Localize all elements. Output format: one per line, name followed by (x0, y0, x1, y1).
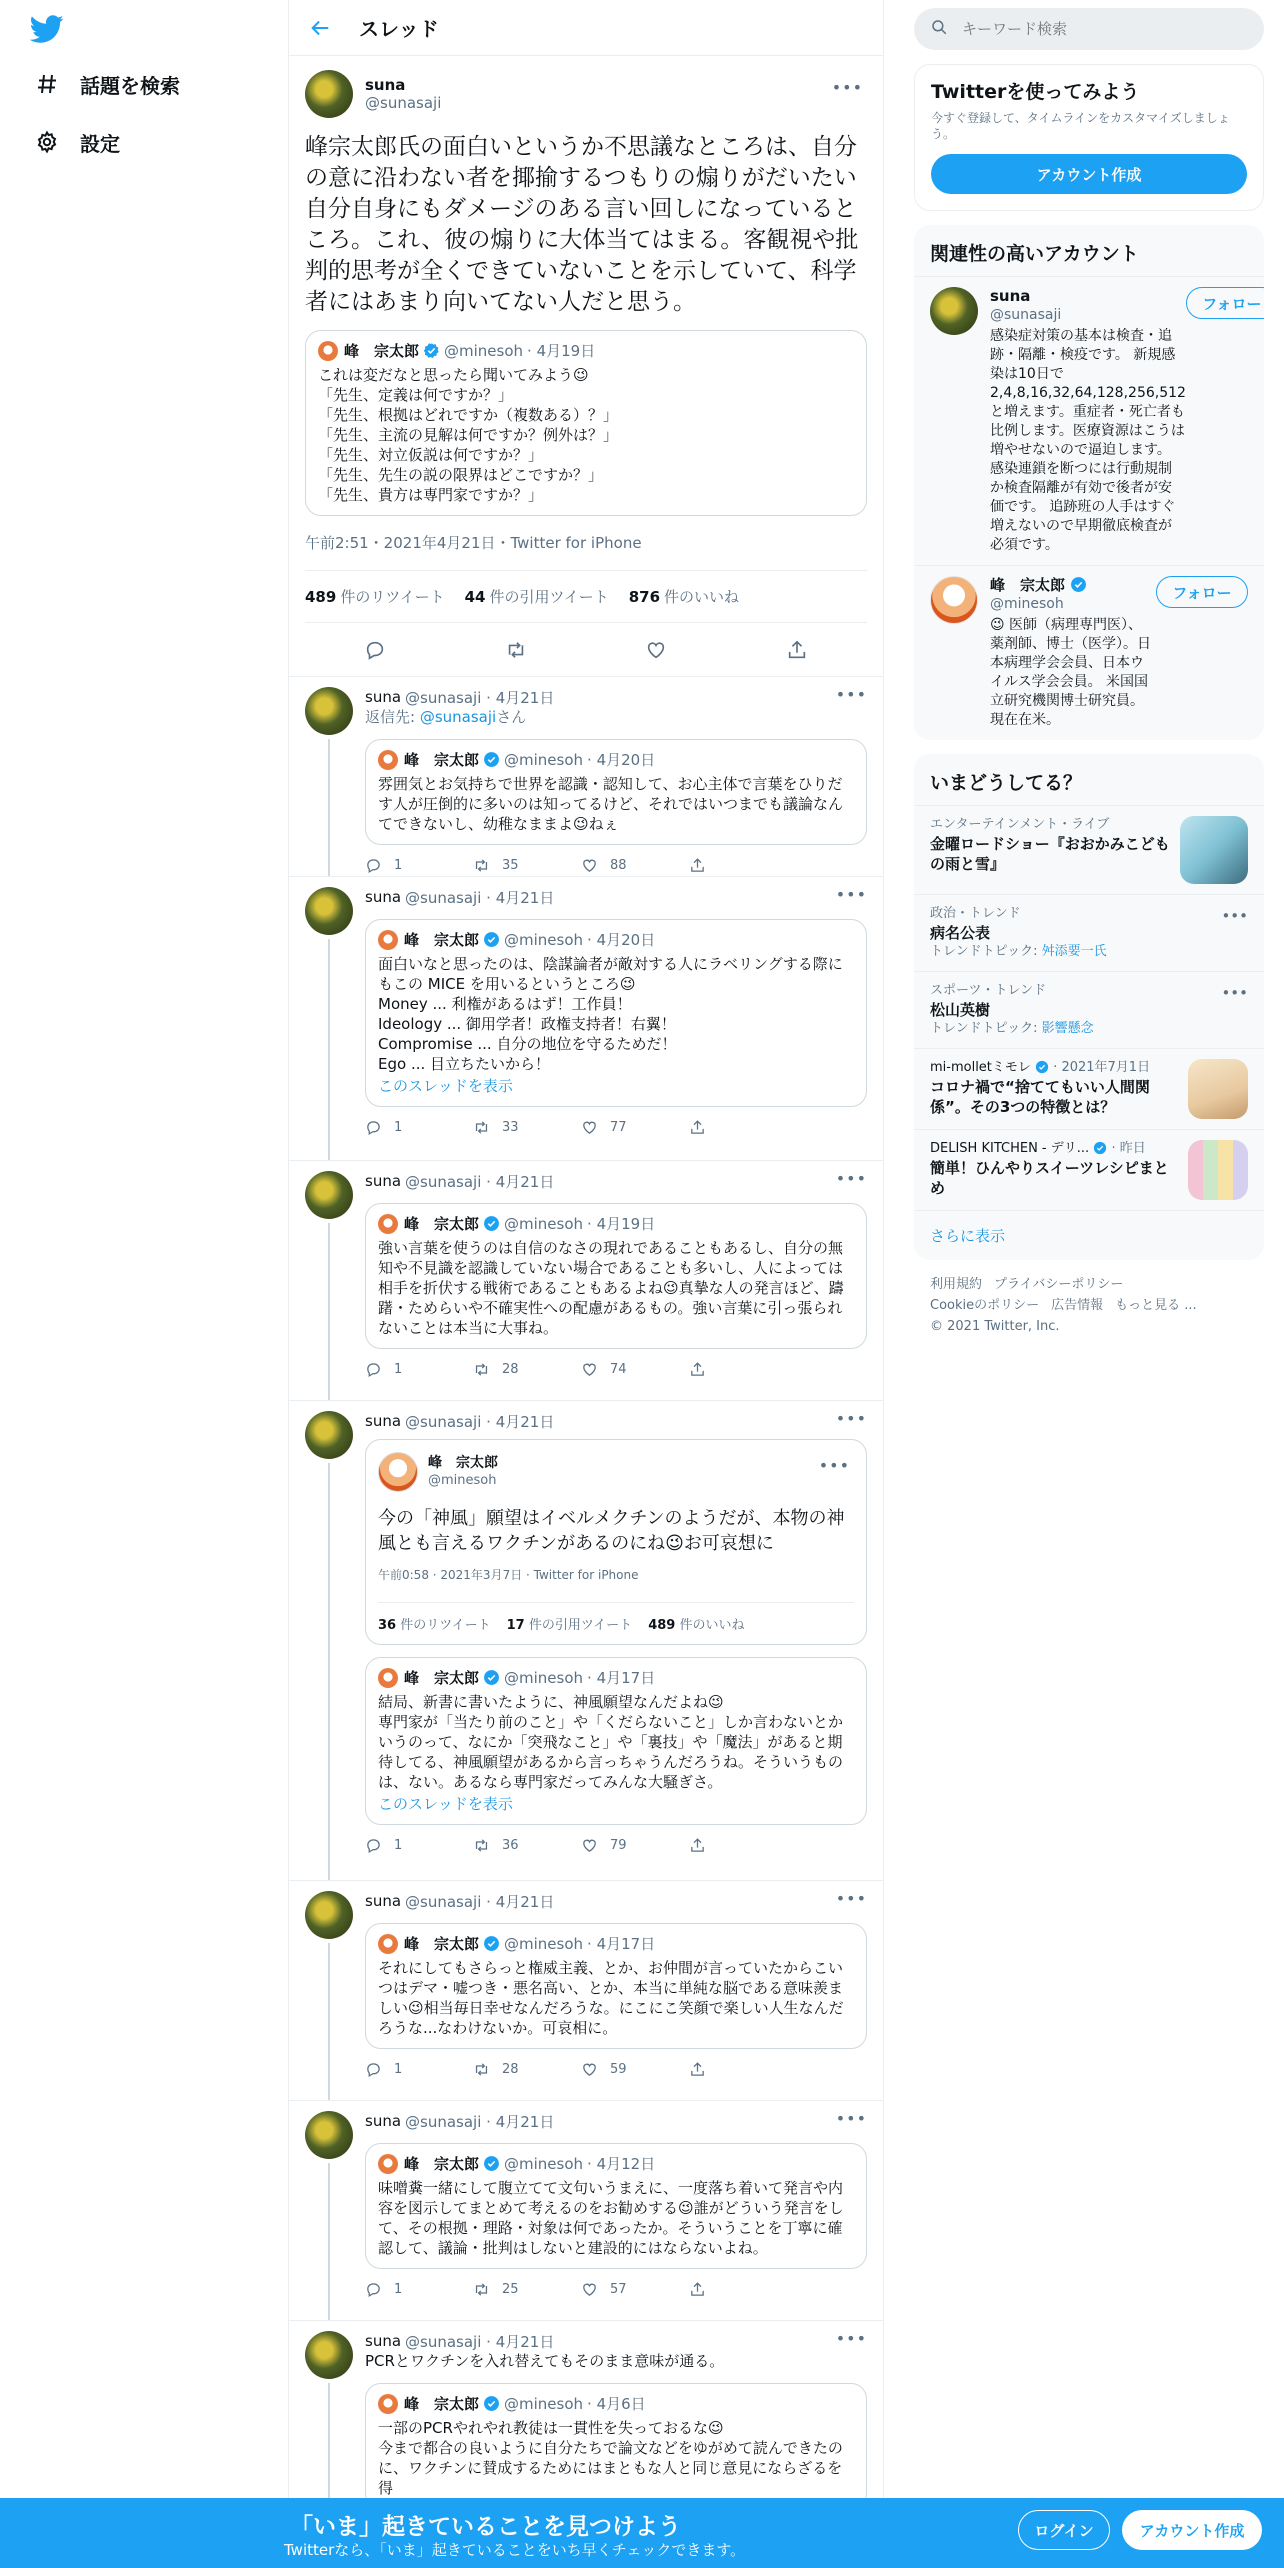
thread-line (328, 1943, 330, 2100)
page-title: スレッド (359, 17, 439, 41)
related-account[interactable] (914, 276, 1264, 565)
account-name-row[interactable] (990, 576, 1156, 595)
quoted-handle: @minesoh (504, 1935, 584, 1953)
trend-thumbnail (1180, 816, 1248, 884)
like-action[interactable]: 79 (581, 1837, 689, 1854)
verified-icon (483, 1934, 500, 1954)
trend-subtopic: トレンドトピック: 影響懸念 (930, 1021, 1094, 1036)
more-icon[interactable]: ••• (831, 78, 863, 97)
footer-link[interactable]: Cookieのポリシー (930, 1298, 1040, 1313)
verified-icon (483, 930, 500, 950)
share-action[interactable] (689, 1119, 797, 1136)
verified-icon (483, 1668, 500, 1688)
retweets-stat[interactable]: 489 件のリツイート (305, 588, 445, 606)
tweet-actions (365, 1349, 867, 1389)
quoted-date: · 4月20日 (587, 751, 656, 769)
quoted-avatar (378, 2154, 398, 2174)
more-icon[interactable]: ••• (1221, 984, 1248, 1002)
main-tweet (289, 56, 883, 677)
embedded-avatar[interactable] (378, 1452, 418, 1492)
verified-icon (483, 750, 500, 770)
like-action[interactable]: 59 (581, 2061, 689, 2078)
quoted-text: 一部のPCRやれやれ教徒は一貫性を失っておるな😉 今まで都合の良いように自分たちで論文などをゆがめて読んできたのに、ワクチンに賛成するためにはまともな人と同じ意見にならざるを得 (378, 2419, 843, 2497)
show-thread-link[interactable]: このスレッドを表示 (378, 1077, 513, 1095)
footer-link[interactable]: 利用規約 (930, 1277, 983, 1292)
share-icon (689, 2281, 706, 2298)
retweet-icon (473, 1361, 490, 1378)
signup-description: 今すぐ登録して、タイムラインをカスタマイズしましょう。 (931, 111, 1230, 141)
quoted-text: 面白いなと思ったのは、陰謀論者が敵対する人にラベリングする際にもこの MICE を用いるというところ😉 Money ... 利権があるはず！工作員！ Ideology ... 御用学者！政権支持者！右翼！ Compromise ... 自分の地位を守るためだ！ Ego ... 目立ちたいから！ (378, 955, 843, 1073)
account-handle[interactable]: @sunasaji (990, 307, 1062, 323)
thread-line (328, 1463, 330, 1880)
retweet-icon (473, 2061, 490, 2078)
quoted-name: 峰 宗太郎 (404, 1215, 480, 1233)
avatar[interactable] (930, 576, 978, 624)
quoted-avatar (378, 930, 398, 950)
more-icon[interactable]: ••• (1221, 907, 1248, 925)
trend-title: コロナ禍で“捨ててもいい人間関係”。その3つの特徴とは？ (930, 1078, 1150, 1116)
quoted-date: · 4月17日 (587, 1669, 656, 1687)
reply-tweet[interactable] (289, 2101, 883, 2321)
show-thread-link[interactable]: このスレッドを表示 (378, 1795, 513, 1813)
quoted-name: 峰 宗太郎 (404, 751, 480, 769)
share-action[interactable] (689, 2281, 797, 2298)
footer-link[interactable]: プライバシーポリシー (994, 1277, 1124, 1292)
verified-icon (483, 2394, 500, 2414)
tweet-meta[interactable]: @sunasaji · 4月21日 (405, 888, 555, 907)
quoted-text: 結局、新書に書いたように、神風願望なんだよね😉 専門家が「当たり前のこと」や「くだらないこと」しか言わないとかいうのって、なにか「突飛なこと」や「裏技」や「魔法」があると期待してる、神風願望があるから言っちゃうんだろうね。そういうものは、ない。あるなら専門家だってみんな大騒ぎさ。 (378, 1693, 844, 1791)
tweet-meta[interactable]: @sunasaji · 4月21日 (405, 1892, 555, 1911)
author-name[interactable]: suna (365, 1412, 402, 1430)
trend-item[interactable] (914, 1129, 1264, 1210)
reply-tweet[interactable] (289, 1161, 883, 1401)
nav-explore[interactable] (34, 64, 180, 104)
show-more-link[interactable]: さらに表示 (914, 1210, 1264, 1260)
trend-title: 金曜ロードショー『おおかみこどもの雨と雪』 (930, 835, 1170, 873)
back-arrow-icon[interactable] (305, 13, 335, 43)
tweet-actions (365, 2269, 867, 2309)
nav-settings-label: 設定 (80, 131, 120, 156)
quoted-date: · 4月6日 (587, 2395, 646, 2413)
embedded-name[interactable]: 峰 宗太郎 (428, 1455, 498, 1471)
reply-action[interactable]: 1 (365, 857, 473, 874)
quoted-handle: @minesoh (504, 2155, 584, 2173)
follow-button[interactable]: フォロー (1186, 287, 1264, 319)
trend-thumbnail (1188, 1059, 1248, 1119)
copyright: © 2021 Twitter, Inc. (930, 1319, 1060, 1334)
quoted-avatar (378, 750, 398, 770)
author-name[interactable]: suna (365, 888, 402, 906)
reply-icon[interactable] (364, 639, 386, 661)
quoted-handle: @minesoh (504, 1215, 584, 1233)
like-action[interactable]: 74 (581, 1361, 689, 1378)
trends-card (914, 754, 1264, 1260)
quotes-stat[interactable]: 44 件の引用ツイート (464, 588, 609, 606)
trends-title: いまどうしてる？ (930, 772, 1083, 794)
search-box[interactable] (914, 8, 1264, 50)
like-icon (581, 2061, 598, 2078)
tweet-stats (305, 570, 867, 622)
nav-settings[interactable] (34, 122, 120, 162)
thread-line (328, 2163, 330, 2320)
quoted-avatar (318, 341, 338, 361)
avatar[interactable] (305, 1891, 353, 1939)
trend-thumbnail (1188, 1140, 1248, 1200)
verified-icon (483, 2154, 500, 2174)
signup-title: Twitterを使ってみよう (931, 81, 1140, 103)
reply-action[interactable]: 1 (365, 2281, 473, 2298)
embedded-handle[interactable]: @minesoh (428, 1473, 497, 1488)
quoted-tweet[interactable] (365, 919, 867, 1107)
avatar[interactable] (305, 1171, 353, 1219)
author-name[interactable]: suna (365, 1172, 402, 1190)
left-nav (0, 0, 288, 2568)
trend-item[interactable] (914, 894, 1264, 971)
quoted-date: · 4月17日 (587, 1935, 656, 1953)
quoted-date: · 4月19日 (527, 342, 596, 360)
main-tweet-header (305, 68, 867, 120)
trend-source: DELISH KITCHEN - デリ... · 昨日 (930, 1141, 1146, 1156)
retweet-action[interactable]: 28 (473, 2061, 581, 2078)
reply-to-handle[interactable]: @sunasaji (419, 708, 497, 726)
quoted-avatar (378, 2394, 398, 2414)
footer-link[interactable]: もっと見る ... (1115, 1298, 1197, 1313)
quoted-handle: @minesoh (504, 751, 584, 769)
retweet-icon (473, 1119, 490, 1136)
search-input[interactable] (962, 20, 1222, 38)
avatar[interactable] (930, 287, 978, 335)
reply-icon (365, 857, 382, 874)
avatar[interactable] (305, 2111, 353, 2159)
quoted-tweet[interactable] (365, 1657, 867, 1825)
like-icon (581, 1361, 598, 1378)
like-action[interactable]: 57 (581, 2281, 689, 2298)
retweet-icon[interactable] (505, 639, 527, 661)
tweet-timestamp[interactable]: 午前2:51・2021年4月21日・Twitter for iPhone (305, 534, 642, 552)
reply-icon (365, 2281, 382, 2298)
avatar[interactable] (305, 1411, 353, 1459)
right-sidebar (914, 0, 1264, 1351)
retweet-action[interactable]: 36 (473, 1837, 581, 1854)
share-icon (689, 857, 706, 874)
share-icon (689, 2061, 706, 2078)
quoted-name: 峰 宗太郎 (344, 342, 420, 360)
reply-tweet[interactable] (289, 1401, 883, 1881)
quoted-avatar (378, 1668, 398, 1688)
tweet-text: 峰宗太郎氏の面白いというか不思議なところは、自分の意に沿わない者を揶揄するつもりの煽りがだいたい自分自身にもダメージのある言い回しになっているところ。これ、彼の煽りに大体当てはまる。客観視や批判的思考が全くできていないことを示していて、科学者にはあまり向いてない人だと思う。 (305, 134, 859, 315)
like-action[interactable]: 88 (581, 857, 689, 874)
tweet-actions (365, 1107, 867, 1147)
share-action[interactable] (689, 2061, 797, 2078)
reply-icon (365, 1361, 382, 1378)
retweet-icon (473, 2281, 490, 2298)
reply-to-line: 返信先: @sunasajiさん (365, 708, 527, 726)
quoted-handle: @minesoh (504, 931, 584, 949)
avatar[interactable] (305, 2331, 353, 2379)
share-icon (689, 1119, 706, 1136)
quoted-name: 峰 宗太郎 (404, 931, 480, 949)
trend-category: 政治・トレンド (930, 906, 1021, 921)
account-bio: 😉 医師（病理専門医）、薬剤師、博士（医学）。日本病理学会会員、日本ウイルス学会会員。 米国国立研究機関博士研究員。現在在米。 (990, 617, 1151, 728)
retweet-action[interactable]: 28 (473, 1361, 581, 1378)
quoted-text: それにしてもさらっと権威主義、とか、お仲間が言っていたからこいつはデマ・嘘つき・悪名高い、とか、本当に単純な脳である意味羨ましい😉相当毎日幸せなんだろうな。にこにこ笑顔で楽しい人生なんだろうな...なわけないか。可哀相に。 (378, 1959, 844, 2037)
quoted-tweet[interactable] (365, 1923, 867, 2049)
retweet-icon (473, 1837, 490, 1854)
retweet-action[interactable]: 25 (473, 2281, 581, 2298)
reply-icon (365, 1119, 382, 1136)
reply-action[interactable]: 1 (365, 1119, 473, 1136)
signup-button[interactable]: アカウント作成 (1122, 2510, 1262, 2550)
trend-source: mi-molletミモレ · 2021年7月1日 (930, 1060, 1151, 1075)
like-icon[interactable] (645, 639, 667, 661)
reply-tweet[interactable] (289, 877, 883, 1161)
quoted-tweet[interactable] (305, 330, 867, 516)
more-icon[interactable]: ••• (835, 1169, 867, 1188)
related-accounts-card (914, 225, 1264, 740)
trend-category: エンターテインメント・ライブ (930, 817, 1110, 832)
author-name[interactable]: suna (365, 2112, 402, 2130)
quoted-tweet[interactable] (365, 739, 867, 845)
share-icon (689, 1361, 706, 1378)
main-column (288, 0, 884, 2568)
thread-line (328, 939, 330, 1160)
author-name[interactable]: suna (365, 76, 406, 94)
account-bio: 感染症対策の基本は検査・追跡・隔離・検疫です。 新規感染は10日で2,4,8,16,32,64,128,256,512と増えます。重症者・死亡者も比例します。医療資源はこうは増やせないので逼迫します。 感染連鎖を断つには行動規制か検査隔離が有効で後者が安価です。 追跡班の人手はすぐ増えないので早期徹底検査が必須です。 (990, 328, 1186, 553)
quoted-date: · 4月12日 (587, 2155, 656, 2173)
share-action[interactable] (689, 1361, 797, 1378)
quoted-text: 強い言葉を使うのは自信のなさの現れであることもあるし、自分の無知や不見識を認識していない場合であることも多いし、人によっては相手を折伏する戦術であることもあるよね😉真摯な人の発言ほど、躊躇・ためらいや不確実性への配慮があるもの。強い言葉に引っ張られないことは本当に大事ね。 (378, 1239, 844, 1337)
retweets-stat[interactable]: 36 件のリツイート (378, 1618, 491, 1633)
author-name[interactable]: suna (365, 688, 402, 706)
quoted-text: これは変だなと思ったら聞いてみよう😉 「先生、定義は何ですか？」 「先生、根拠はどれですか（複数ある）？」 「先生、主流の見解は何ですか？例外は？」 「先生、対立仮説は何ですか？」 「先生、先生の説の限界はどこですか？」 「先生、貴方は専門家ですか？」 (318, 366, 619, 504)
signup-card (914, 64, 1264, 211)
embedded-timestamp[interactable]: 午前0:58 · 2021年3月7日 · Twitter for iPhone (378, 1568, 639, 1582)
quoted-name: 峰 宗太郎 (404, 1669, 480, 1687)
more-icon[interactable]: ••• (818, 1456, 850, 1475)
share-icon[interactable] (786, 639, 808, 661)
tweet-meta[interactable]: @sunasaji · 4月21日 (405, 2332, 555, 2351)
quoted-avatar (378, 1934, 398, 1954)
avatar[interactable] (305, 687, 353, 735)
share-action[interactable] (689, 1837, 797, 1854)
likes-stat[interactable]: 489 件のいいね (648, 1618, 745, 1633)
likes-stat[interactable]: 876 件のいいね (628, 588, 740, 606)
reply-action[interactable]: 1 (365, 2061, 473, 2078)
tweet-text: PCRとワクチンを入れ替えてもそのまま意味が通る。 (365, 2352, 725, 2370)
reply-tweet[interactable] (289, 2321, 883, 2521)
more-icon[interactable]: ••• (835, 1889, 867, 1908)
more-icon[interactable]: ••• (835, 1409, 867, 1428)
footer-link[interactable]: 広告情報 (1051, 1298, 1104, 1313)
tweet-meta[interactable]: @sunasaji · 4月21日 (405, 2112, 555, 2131)
tweet-meta[interactable]: @sunasaji · 4月21日 (405, 1412, 555, 1431)
bottom-signup-bar (0, 2498, 1284, 2568)
quoted-date: · 4月19日 (587, 1215, 656, 1233)
login-button[interactable]: ログイン (1018, 2510, 1110, 2550)
account-name[interactable]: suna (990, 287, 1031, 305)
tweet-actions (365, 2049, 867, 2089)
thread-line (328, 1223, 330, 1400)
trend-category: スポーツ・トレンド (930, 983, 1047, 998)
trend-title: 簡単！ひんやりスイーツレシピまとめ (930, 1159, 1169, 1197)
share-icon (689, 1837, 706, 1854)
quoted-handle: @minesoh (444, 342, 524, 360)
tweet-meta[interactable]: @sunasaji · 4月21日 (405, 1172, 555, 1191)
retweet-action[interactable]: 35 (473, 857, 581, 874)
like-action[interactable]: 77 (581, 1119, 689, 1136)
trend-item[interactable] (914, 971, 1264, 1048)
more-icon[interactable]: ••• (835, 2109, 867, 2128)
quoted-tweet[interactable] (365, 1203, 867, 1349)
trend-item[interactable] (914, 1048, 1264, 1129)
bottom-subtitle: Twitterなら、「いま」起きていることをいち早くチェックできます。 (284, 2541, 746, 2559)
like-icon (581, 1837, 598, 1854)
quoted-tweet[interactable] (365, 2383, 867, 2509)
quoted-name: 峰 宗太郎 (404, 2395, 480, 2413)
embedded-text: 今の「神風」願望はイベルメクチンのようだが、本物の神風とも言えるワクチンがあるのにね😉お可哀想に (378, 1508, 845, 1554)
account-handle[interactable]: @minesoh (990, 596, 1064, 612)
search-icon (930, 18, 948, 40)
related-title: 関連性の高いアカウント (930, 243, 1139, 265)
tweet-actions (365, 1825, 867, 1865)
nav-explore-label: 話題を検索 (80, 73, 180, 98)
verified-icon (483, 1214, 500, 1234)
bottom-title: 「いま」起きていることを見つけよう (290, 2514, 681, 2540)
reply-action[interactable]: 1 (365, 1837, 473, 1854)
reply-tweet[interactable] (289, 1881, 883, 2101)
avatar[interactable] (305, 887, 353, 935)
thread-line (328, 739, 330, 876)
reply-tweet[interactable] (289, 677, 883, 877)
quoted-name: 峰 宗太郎 (404, 1935, 480, 1953)
hashtag-icon (34, 71, 60, 97)
footer (914, 1260, 1264, 1351)
tweet-meta[interactable]: @sunasaji · 4月21日 (405, 688, 555, 707)
like-icon (581, 1119, 598, 1136)
verified-icon (1070, 576, 1087, 594)
more-icon[interactable]: ••• (835, 885, 867, 904)
follow-button[interactable]: フォロー (1156, 576, 1248, 608)
quoted-avatar (378, 1214, 398, 1234)
trend-title: 松山英樹 (930, 1001, 991, 1019)
share-action[interactable] (689, 857, 797, 874)
verified-icon (1035, 1060, 1049, 1075)
reply-action[interactable]: 1 (365, 1361, 473, 1378)
quoted-tweet[interactable] (365, 2143, 867, 2269)
quoted-date: · 4月20日 (587, 931, 656, 949)
trend-item[interactable] (914, 805, 1264, 894)
quoted-text: 雰囲気とお気持ちで世界を認識・認知して、お心主体で言葉をひりだす人が圧倒的に多いのは知ってるけど、それではいつまでも議論なんてできないし、幼稚なままよ😉ねぇ (378, 775, 844, 833)
quoted-handle: @minesoh (504, 1669, 584, 1687)
avatar[interactable] (305, 70, 353, 118)
retweet-icon (473, 857, 490, 874)
author-name[interactable]: suna (365, 1892, 402, 1910)
more-icon[interactable]: ••• (835, 685, 867, 704)
trend-subtopic: トレンドトピック: 舛添要一氏 (930, 944, 1107, 959)
quoted-handle: @minesoh (504, 2395, 584, 2413)
reply-icon (365, 1837, 382, 1854)
author-name[interactable]: suna (365, 2332, 402, 2350)
more-icon[interactable]: ••• (835, 2329, 867, 2348)
embedded-stats (378, 1602, 854, 1644)
reply-icon (365, 2061, 382, 2078)
gear-icon (34, 129, 60, 155)
account-name[interactable]: 峰 宗太郎 (990, 576, 1066, 594)
like-icon (581, 857, 598, 874)
related-account[interactable] (914, 565, 1264, 740)
thread-header (289, 0, 883, 56)
create-account-button[interactable]: アカウント作成 (931, 154, 1247, 194)
quoted-text: 味噌糞一緒にして腹立てて文句いうまえに、一度落ち着いて発言や内容を図示してまとめて考えるのをお勧めする😉誰がどういう発言をして、その根拠・理路・対象は何であったか。そういうことを丁寧に確認して、議論・批判はしないと建設的にはならないよね。 (378, 2179, 844, 2257)
embedded-tweet[interactable] (365, 1439, 867, 1645)
verified-icon (423, 341, 440, 361)
tweet-actions (305, 622, 867, 676)
trend-title: 病名公表 (930, 924, 991, 942)
twitter-logo-icon[interactable] (30, 12, 64, 46)
quotes-stat[interactable]: 17 件の引用ツイート (506, 1618, 633, 1633)
verified-icon (1093, 1141, 1107, 1156)
like-icon (581, 2281, 598, 2298)
quoted-name: 峰 宗太郎 (404, 2155, 480, 2173)
author-handle[interactable]: @sunasaji (365, 94, 442, 112)
retweet-action[interactable]: 33 (473, 1119, 581, 1136)
